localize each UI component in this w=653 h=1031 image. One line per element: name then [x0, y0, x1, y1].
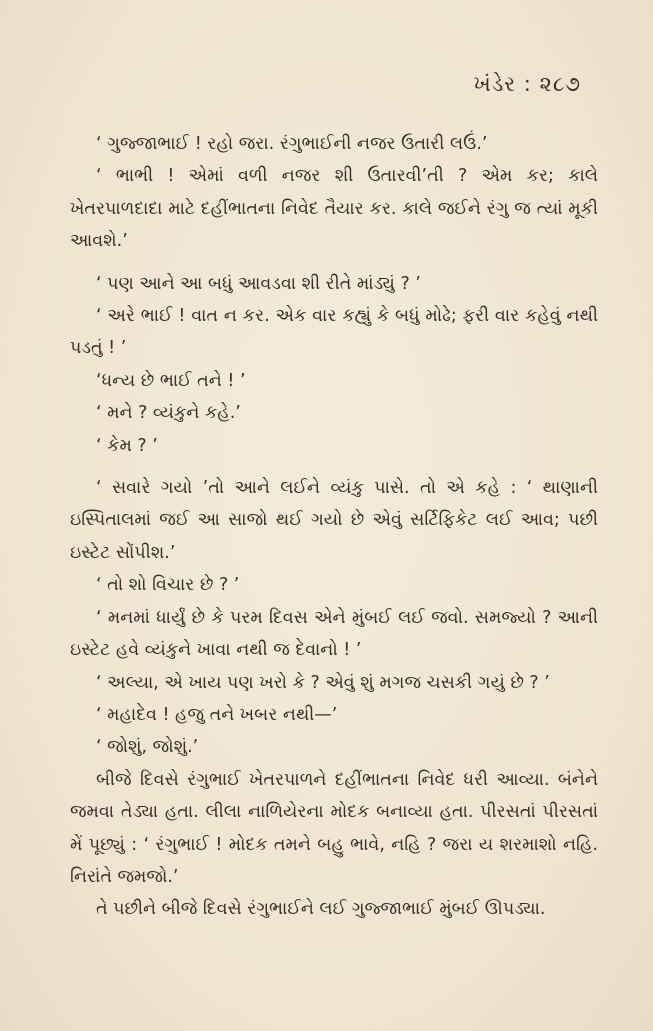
- paragraph-14: બીજે દિવસે રંગુભાઈ ખેતરપાળને દહીંભાતના નિવેદ ધરી આવ્યા. બંનેને જમવા તેડ્યા હતા. લીલા નાળિયેરના મોદક બનાવ્યા હતા. પીરસતાં પીરસતાં મેં પૂછ્યું : ‘ રંગુભાઈ ! મોદક તમને બહુ ભાવે, નહિ ? જરા ય શરમાશો નહિ. નિરાંતે જમજો.’: [70, 769, 598, 887]
- paragraph-5: ‘ધન્ય છે ભાઈ તને ! ’: [96, 370, 246, 391]
- paragraph-10: ‘ મનમાં ધાર્યું છે કે પરમ દિવસ એને મુંબઈ લઈ જવો. સમજ્યો ? આની ઇસ્ટેટ હવે વ્યંકુને ખાવા નથી જ દેવાનો ! ’: [70, 607, 598, 661]
- body-text: [70, 128, 598, 926]
- page-header: ખંડેર : ૨૮૭: [473, 72, 581, 96]
- paragraph-7: ‘ કેમ ? ’: [96, 435, 158, 456]
- paragraph-2: ‘ ભાભી ! એમાં વળી નજર શી ઉતારવી’તી ? એમ કર; કાલે ખેતરપાળદાદા માટે દહીંભાતના નિવેદ તૈયાર કર. કાલે જઈને રંગુ જ ત્યાં મૂકી આવશે.’: [70, 166, 598, 252]
- paragraph-15: તે પછીને બીજે દિવસે રંગુભાઈને લઈ ગુજ્જાભાઈ મુંબઈ ઊપડ્યા.: [96, 899, 546, 920]
- paragraph-6: ‘ મને ? વ્યંકુને કહે.’: [96, 403, 241, 424]
- paragraph-9: ‘ તો શો વિચાર છે ? ’: [96, 575, 240, 596]
- paragraph-12: ‘ મહાદેવ ! હજુ તને ખબર નથી—’: [96, 704, 338, 725]
- paragraph-13: ‘ જોશું, જોશું.’: [96, 737, 199, 758]
- paragraph-8: ‘ સવારે ગયો ’તો આને લઈને વ્યંકુ પાસે. તો એ કહે : ‘ થાણાની ઇસ્પિતાલમાં જઈ આ સાજો થઈ ગયો છે એવું સર્ટિફિકેટ લઈ આવ; પછી ઇસ્ટેટ સોંપીશ.’: [70, 478, 598, 563]
- paragraph-4: ‘ અરે ભાઈ ! વાત ન કર. એક વાર કહ્યું કે બધું મોઢે; ફરી વાર કહેવું નથી પડતું ! ’: [70, 306, 598, 359]
- paragraph-11: ‘ અલ્યા, એ ખાય પણ ખરો કે ? એવું શું મગજ ચસકી ગયું છે ? ’: [96, 672, 550, 693]
- paragraph-1: ‘ ગુજ્જાભાઈ ! રહો જરા. રંગુભાઈની નજર ઉતારી લઉં.’: [96, 134, 488, 154]
- paragraph-3: ‘ પણ આને આ બધું આવડવા શી રીતે માંડ્યું ? ’: [96, 273, 421, 294]
